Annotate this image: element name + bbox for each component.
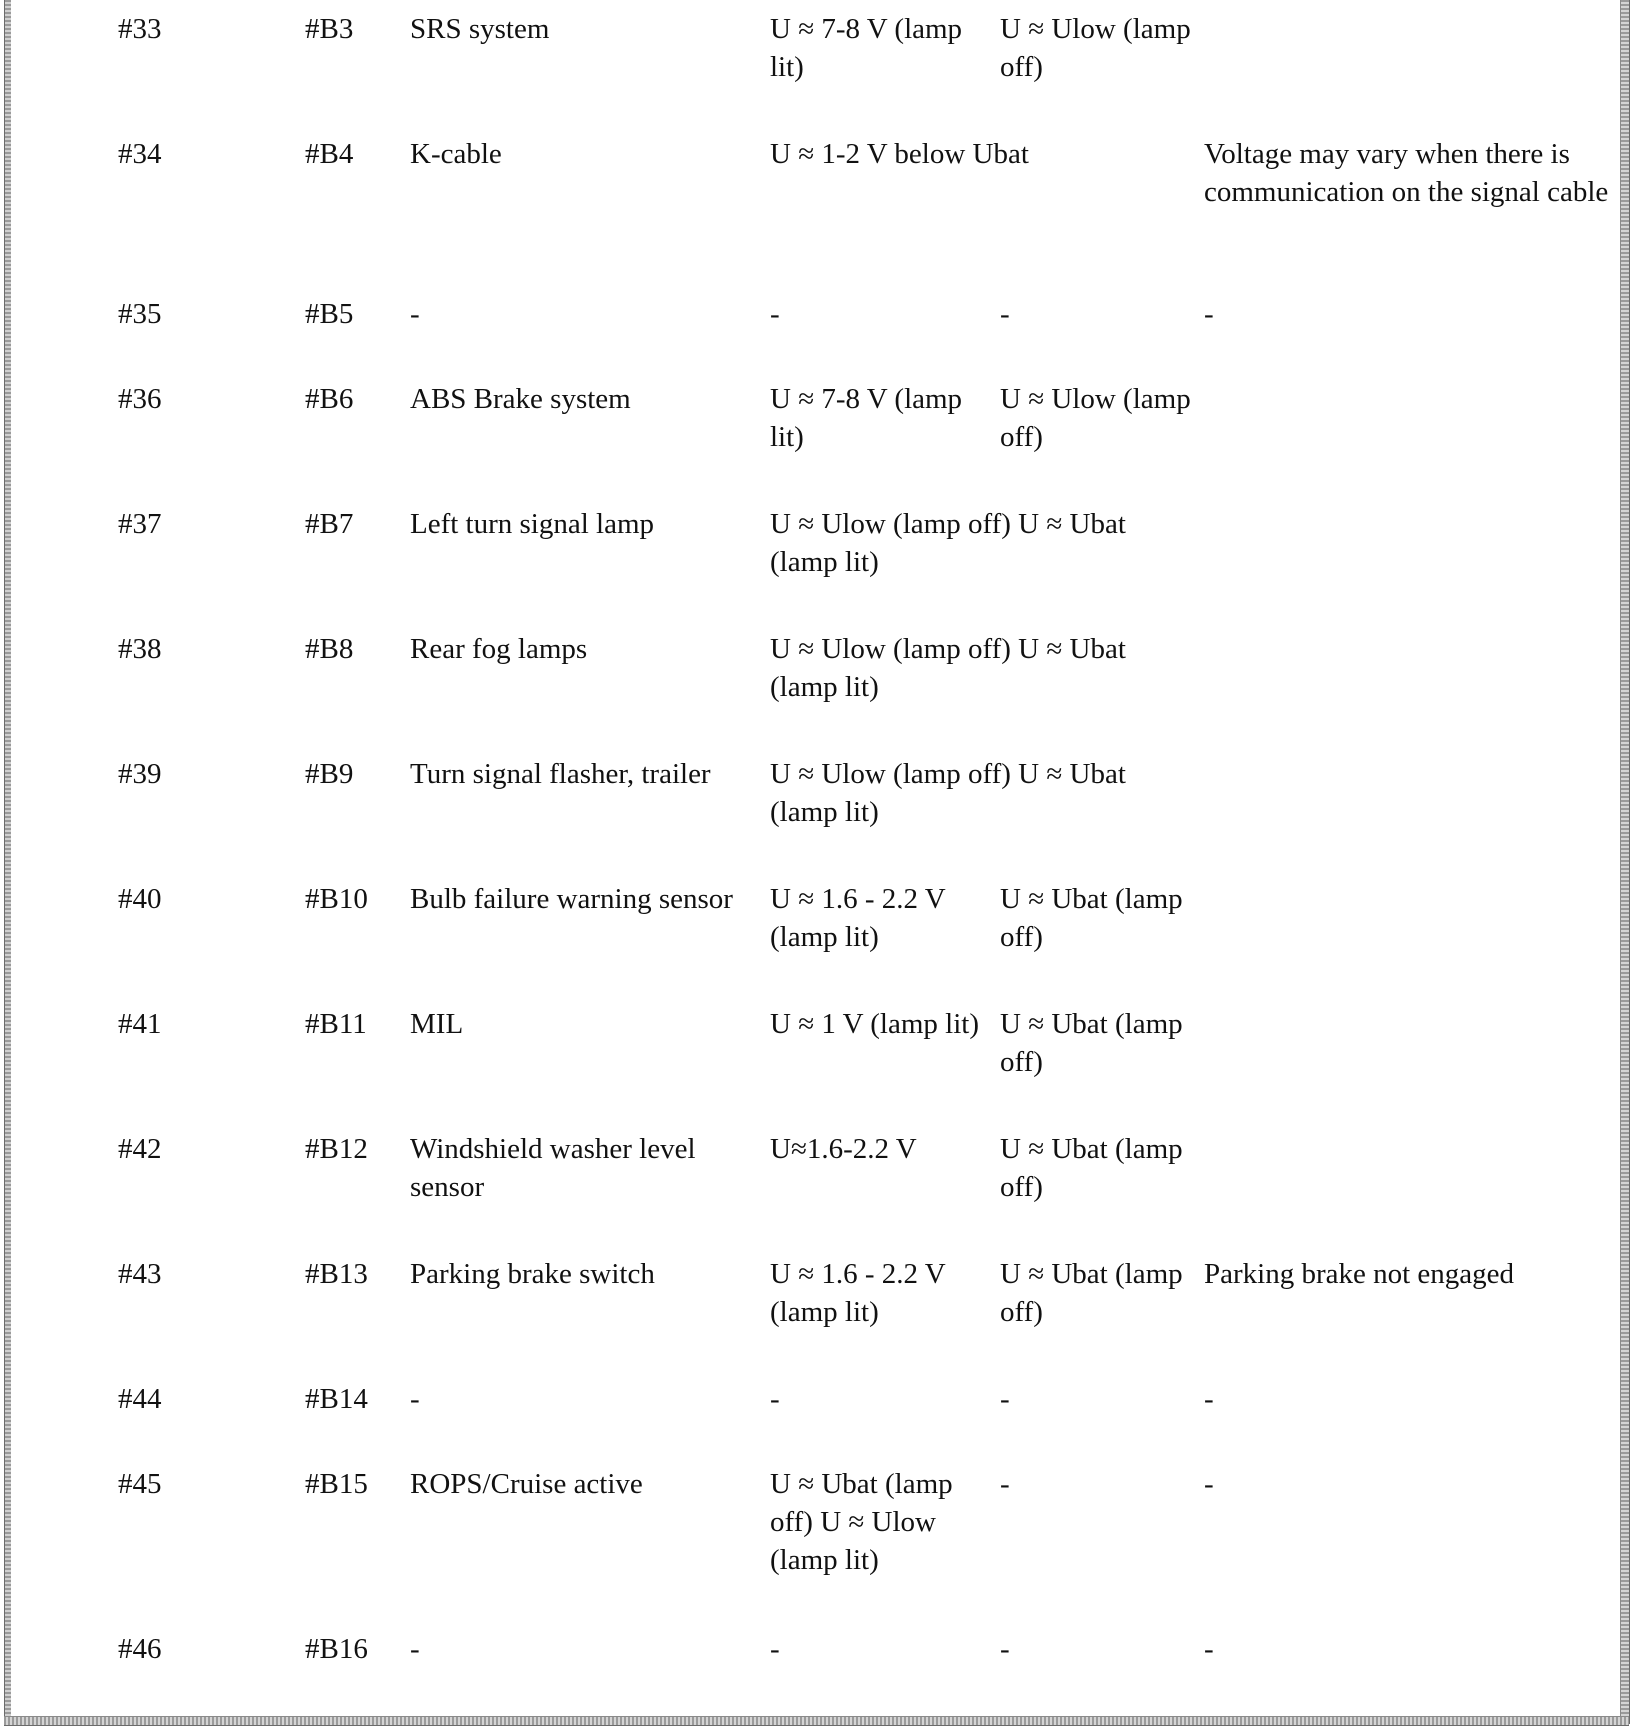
value-cell: U ≈ Ubat (lamp off) U ≈ Ulow (lamp lit) <box>770 1468 953 1576</box>
page-border-right <box>1620 0 1630 1724</box>
alt-value-cell: - <box>1000 1383 1010 1415</box>
ref-cell: #B6 <box>305 383 354 415</box>
value-cell: U ≈ 7-8 V (lamp lit) <box>770 13 963 83</box>
description-cell: ROPS/Cruise active <box>410 1468 643 1500</box>
ref-cell: #B15 <box>305 1468 368 1500</box>
description-cell: SRS system <box>410 13 550 45</box>
alt-value-cell: - <box>1000 298 1010 330</box>
ref-cell: #B4 <box>305 138 354 170</box>
value-cell: - <box>770 298 780 330</box>
pin-cell: #39 <box>118 758 162 790</box>
description-cell: ABS Brake system <box>410 383 631 415</box>
ref-cell: #B14 <box>305 1383 368 1415</box>
alt-value-cell: U ≈ Ubat (lamp off) <box>1000 1133 1183 1203</box>
value-cell: U ≈ 1.6 - 2.2 V (lamp lit) <box>770 1258 946 1328</box>
pin-cell: #43 <box>118 1258 162 1290</box>
ref-cell: #B11 <box>305 1008 367 1040</box>
pin-cell: #41 <box>118 1008 162 1040</box>
value-cell: U ≈ Ulow (lamp off) U ≈ Ubat (lamp lit) <box>770 758 1126 828</box>
description-cell: - <box>410 1633 420 1665</box>
pin-cell: #35 <box>118 298 162 330</box>
value-cell: - <box>770 1633 780 1665</box>
ref-cell: #B12 <box>305 1133 368 1165</box>
ref-cell: #B9 <box>305 758 354 790</box>
pin-cell: #34 <box>118 138 162 170</box>
ref-cell: #B8 <box>305 633 354 665</box>
alt-value-cell: U ≈ Ulow (lamp off) <box>1000 13 1191 83</box>
alt-value-cell: U ≈ Ubat (lamp off) <box>1000 1258 1183 1328</box>
description-cell: Turn signal flasher, trailer <box>410 758 711 790</box>
ref-cell: #B16 <box>305 1633 368 1665</box>
value-cell: U ≈ Ulow (lamp off) U ≈ Ubat (lamp lit) <box>770 633 1126 703</box>
remark-cell: Voltage may vary when there is communication on the signal cable <box>1204 138 1609 208</box>
ref-cell: #B13 <box>305 1258 368 1290</box>
description-cell: Left turn signal lamp <box>410 508 655 540</box>
value-cell: U≈1.6-2.2 V <box>770 1133 917 1165</box>
pin-cell: #38 <box>118 633 162 665</box>
remark-cell: - <box>1204 298 1214 330</box>
page-border-left <box>4 0 11 1724</box>
value-cell: U ≈ 1-2 V below Ubat <box>770 138 1029 170</box>
description-cell: Parking brake switch <box>410 1258 655 1290</box>
value-cell: U ≈ 1.6 - 2.2 V (lamp lit) <box>770 883 946 953</box>
description-cell: - <box>410 1383 420 1415</box>
pin-cell: #40 <box>118 883 162 915</box>
pin-cell: #45 <box>118 1468 162 1500</box>
remark-cell: - <box>1204 1468 1214 1500</box>
ref-cell: #B10 <box>305 883 368 915</box>
pin-cell: #36 <box>118 383 162 415</box>
pin-cell: #46 <box>118 1633 162 1665</box>
description-cell: Rear fog lamps <box>410 633 588 665</box>
description-cell: MIL <box>410 1008 464 1040</box>
remark-cell: - <box>1204 1633 1214 1665</box>
value-cell: U ≈ 1 V (lamp lit) <box>770 1008 979 1040</box>
page-border-bottom <box>4 1716 1629 1726</box>
value-cell: U ≈ 7-8 V (lamp lit) <box>770 383 963 453</box>
description-cell: - <box>410 298 420 330</box>
pin-cell: #44 <box>118 1383 162 1415</box>
alt-value-cell: U ≈ Ulow (lamp off) <box>1000 383 1191 453</box>
description-cell: Windshield washer level sensor <box>410 1133 696 1203</box>
alt-value-cell: - <box>1000 1633 1010 1665</box>
alt-value-cell: U ≈ Ubat (lamp off) <box>1000 883 1183 953</box>
alt-value-cell: U ≈ Ubat (lamp off) <box>1000 1008 1183 1078</box>
ref-cell: #B3 <box>305 13 354 45</box>
value-cell: - <box>770 1383 780 1415</box>
pin-cell: #37 <box>118 508 162 540</box>
value-cell: U ≈ Ulow (lamp off) U ≈ Ubat (lamp lit) <box>770 508 1126 578</box>
pin-cell: #33 <box>118 13 162 45</box>
description-cell: Bulb failure warning sensor <box>410 883 733 915</box>
pin-cell: #42 <box>118 1133 162 1165</box>
remark-cell: - <box>1204 1383 1214 1415</box>
ref-cell: #B5 <box>305 298 354 330</box>
remark-cell: Parking brake not engaged <box>1204 1258 1515 1290</box>
description-cell: K-cable <box>410 138 502 170</box>
ref-cell: #B7 <box>305 508 354 540</box>
alt-value-cell: - <box>1000 1468 1010 1500</box>
